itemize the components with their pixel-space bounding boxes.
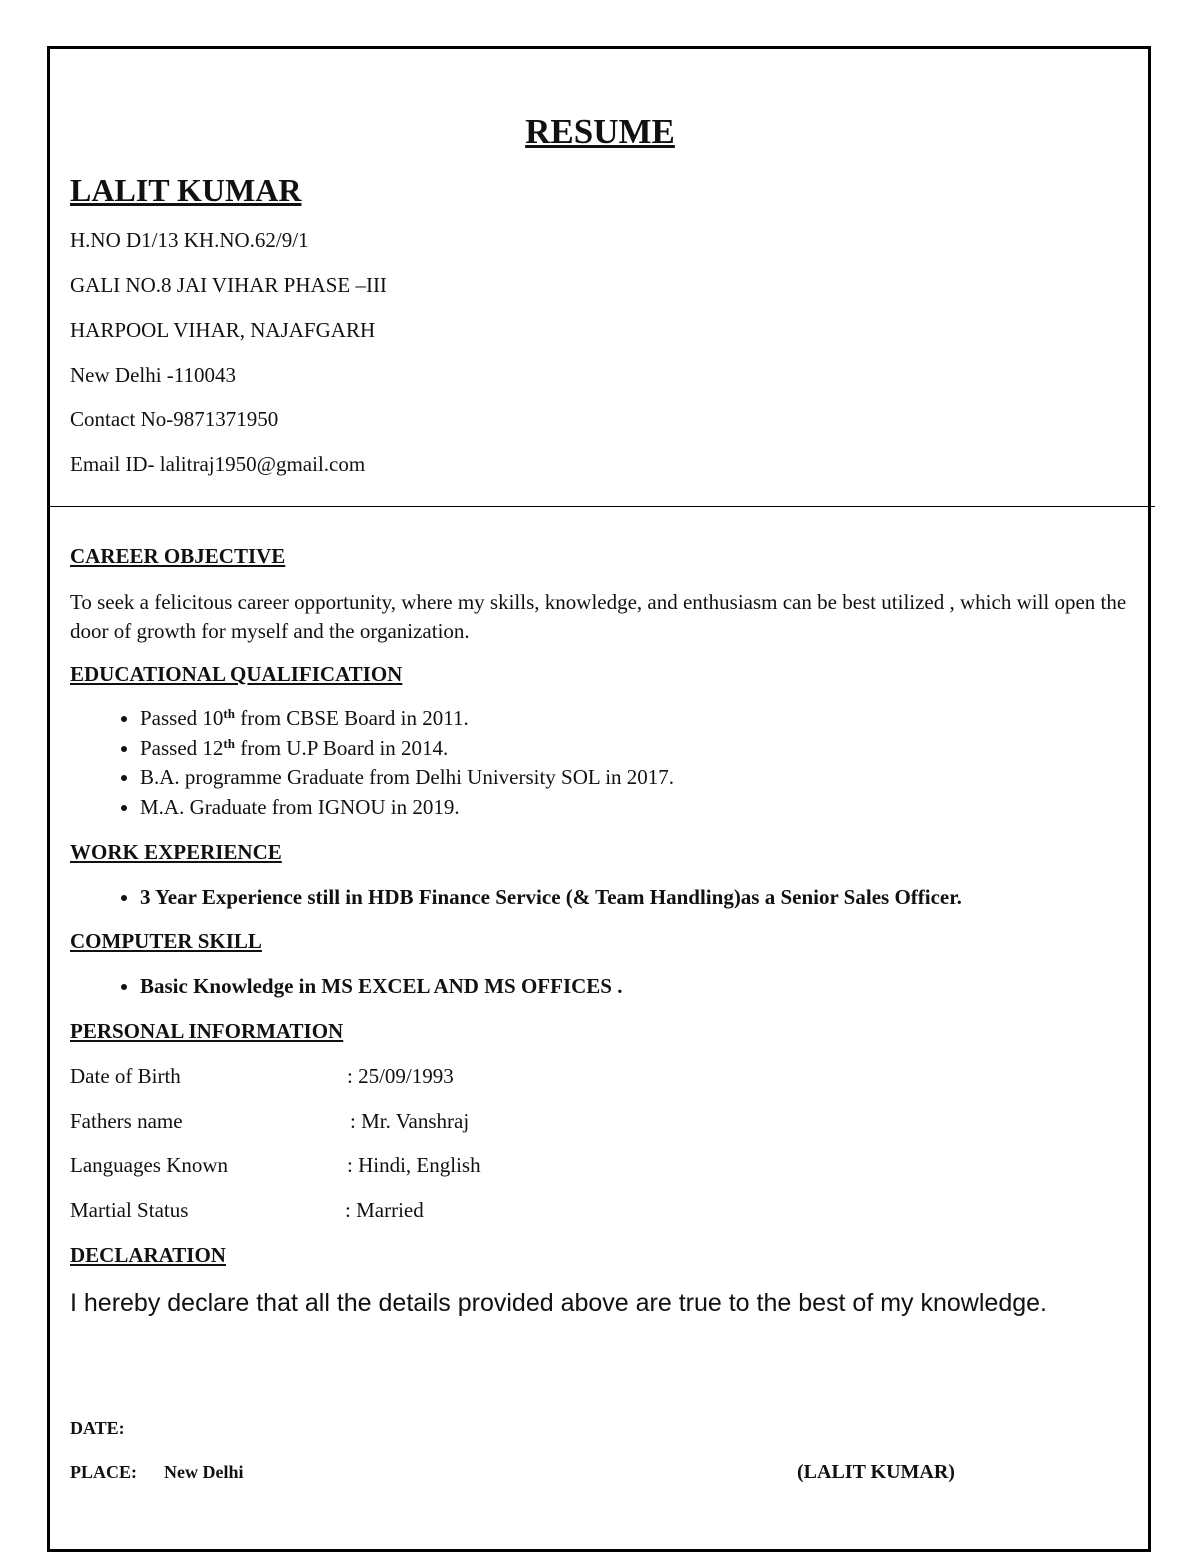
- date-label: DATE:: [70, 1418, 125, 1438]
- signature-name: (LALIT KUMAR): [797, 1461, 955, 1483]
- career-objective-heading: CAREER OBJECTIVE: [70, 544, 286, 568]
- education-item: • Passed 10th from CBSE Board in 2011.: [140, 704, 674, 734]
- dob-value: : 25/09/1993: [347, 1064, 454, 1088]
- father-name-label: Fathers name: [70, 1109, 183, 1133]
- resume-title: RESUME: [525, 112, 675, 151]
- declaration-text: I hereby declare that all the details provided above are true to the best of my knowledge.: [70, 1289, 1047, 1317]
- email-address: Email ID- lalitraj1950@gmail.com: [70, 452, 366, 476]
- address-city: New Delhi -110043: [70, 363, 237, 387]
- career-objective-text: To seek a felicitous career opportunity, where my skills, knowledge, and enthusiasm can be best utilized , which will open the door of growth for myself and the organization.: [70, 590, 1127, 643]
- work-experience-heading: WORK EXPERIENCE: [70, 840, 282, 864]
- candidate-name: LALIT KUMAR: [70, 172, 302, 208]
- computer-skill-list: [102, 974, 622, 999]
- contact-number: Contact No-9871371950: [70, 407, 279, 431]
- education-item: • B.A. programme Graduate from Delhi University SOL in 2017.: [140, 763, 674, 793]
- place-label: PLACE:: [70, 1462, 137, 1482]
- education-list: [102, 704, 674, 822]
- address-line-2: GALI NO.8 JAI VIHAR PHASE –III: [70, 273, 387, 297]
- father-name-value: : Mr. Vanshraj: [350, 1109, 470, 1133]
- place-value: New Delhi: [164, 1462, 244, 1482]
- education-item: • Passed 12th from U.P Board in 2014.: [140, 734, 674, 764]
- languages-label: Languages Known: [70, 1153, 229, 1177]
- address-line-1: H.NO D1/13 KH.NO.62/9/1: [70, 228, 309, 252]
- marital-status-label: Martial Status: [70, 1198, 189, 1222]
- education-item: • M.A. Graduate from IGNOU in 2019.: [140, 793, 674, 823]
- header-divider: [47, 506, 1155, 507]
- dob-label: Date of Birth: [70, 1064, 181, 1088]
- address-line-3: HARPOOL VIHAR, NAJAFGARH: [70, 318, 376, 342]
- work-experience-item: • 3 Year Experience still in HDB Finance Service (& Team Handling)as a Senior Sales Officer.: [140, 885, 962, 910]
- marital-status-value: : Married: [345, 1198, 424, 1222]
- work-experience-list: [102, 885, 962, 910]
- education-heading: EDUCATIONAL QUALIFICATION: [70, 662, 403, 686]
- computer-skill-item: • Basic Knowledge in MS EXCEL AND MS OFFICES .: [140, 974, 622, 999]
- languages-value: : Hindi, English: [347, 1153, 481, 1177]
- computer-skill-heading: COMPUTER SKILL: [70, 929, 262, 953]
- declaration-heading: DECLARATION: [70, 1243, 226, 1267]
- personal-information-heading: PERSONAL INFORMATION: [70, 1019, 344, 1043]
